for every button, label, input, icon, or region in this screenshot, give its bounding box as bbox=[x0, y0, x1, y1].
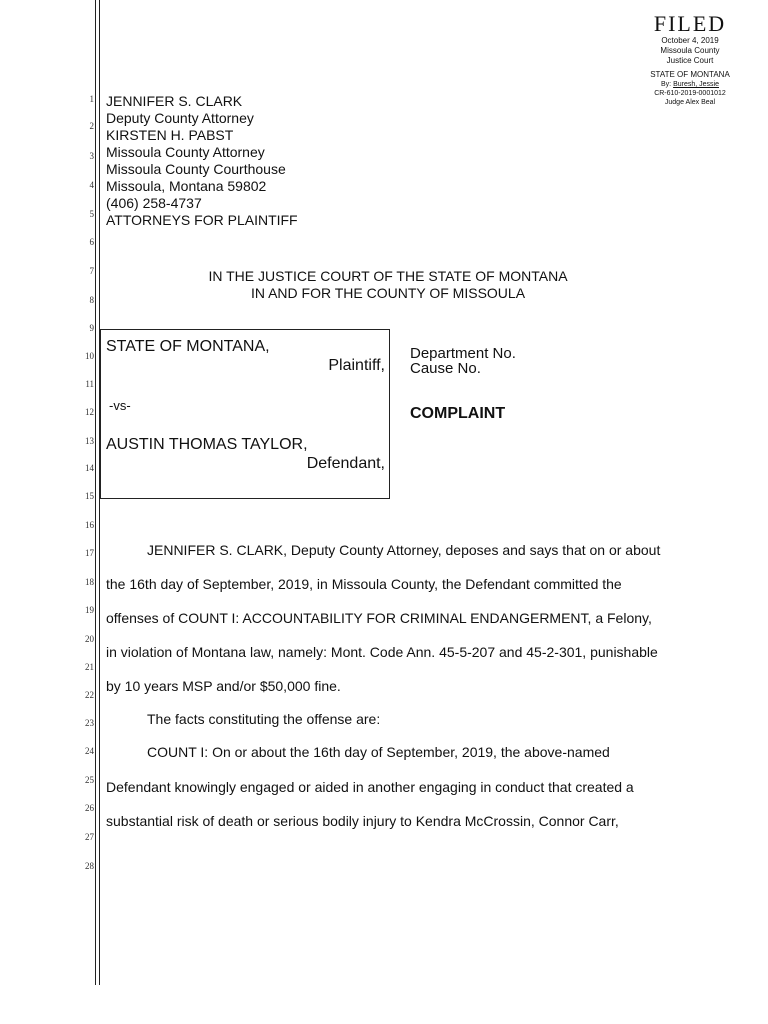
line-number: 19 bbox=[85, 605, 94, 615]
filed-county: Missoula County bbox=[660, 46, 720, 55]
court-heading-line: IN AND FOR THE COUNTY OF MISSOULA bbox=[250, 285, 526, 301]
judge-name: Judge Alex Beal bbox=[664, 99, 716, 106]
line-number: 13 bbox=[85, 436, 94, 446]
attorney-line: (406) 258-4737 bbox=[106, 195, 202, 211]
filed-court: Justice Court bbox=[666, 56, 714, 65]
attorney-line: Missoula, Montana 59802 bbox=[106, 178, 267, 194]
body-line: in violation of Montana law, namely: Mont. Code Ann. 45-5-207 and 45-2-301, punishable bbox=[106, 644, 658, 660]
defendant-label: Defendant, bbox=[306, 455, 385, 472]
attorney-line: KIRSTEN H. PABST bbox=[106, 127, 234, 143]
line-number: 25 bbox=[85, 775, 94, 785]
filed-stamp bbox=[620, 12, 760, 107]
filed-by bbox=[620, 80, 760, 89]
filed-state: STATE OF MONTANA bbox=[650, 70, 730, 79]
line-number: 4 bbox=[89, 180, 94, 190]
court-heading bbox=[100, 268, 676, 302]
line-number: 2 bbox=[89, 121, 94, 131]
line-number: 1 bbox=[89, 94, 94, 104]
line-number: 21 bbox=[85, 662, 94, 672]
filed-label: FILED bbox=[653, 11, 727, 36]
line-number: 5 bbox=[89, 209, 94, 219]
line-number: 11 bbox=[85, 379, 94, 389]
case-caption-box bbox=[100, 329, 390, 499]
line-number: 12 bbox=[85, 407, 94, 417]
line-number: 14 bbox=[85, 463, 94, 473]
plaintiff-name: STATE OF MONTANA, bbox=[106, 338, 270, 355]
filed-date: October 4, 2019 bbox=[661, 36, 719, 45]
line-number: 16 bbox=[85, 520, 94, 530]
body-line: Defendant knowingly engaged or aided in another engaging in conduct that created a bbox=[106, 779, 634, 795]
line-number: 17 bbox=[85, 548, 94, 558]
line-number: 22 bbox=[85, 690, 94, 700]
line-number: 7 bbox=[89, 266, 94, 276]
body-line: by 10 years MSP and/or $50,000 fine. bbox=[106, 678, 341, 694]
defendant-name: AUSTIN THOMAS TAYLOR, bbox=[106, 436, 308, 453]
attorney-line: Deputy County Attorney bbox=[106, 110, 254, 126]
department-number: Department No. bbox=[410, 345, 516, 362]
line-number: 18 bbox=[85, 577, 94, 587]
line-number: 23 bbox=[85, 718, 94, 728]
attorney-block bbox=[106, 93, 298, 229]
line-number: 27 bbox=[85, 832, 94, 842]
body-line: JENNIFER S. CLARK, Deputy County Attorney, deposes and says that on or about bbox=[147, 542, 661, 558]
line-number: 10 bbox=[85, 351, 94, 361]
line-number: 3 bbox=[89, 151, 94, 161]
line-number: 20 bbox=[85, 634, 94, 644]
margin-rule-outer bbox=[95, 0, 96, 985]
line-number: 9 bbox=[89, 323, 94, 333]
attorney-line: ATTORNEYS FOR PLAINTIFF bbox=[106, 212, 298, 228]
line-number: 6 bbox=[89, 237, 94, 247]
court-heading-line: IN THE JUSTICE COURT OF THE STATE OF MONTANA bbox=[208, 268, 568, 284]
attorney-line: Missoula County Courthouse bbox=[106, 161, 286, 177]
body-line: substantial risk of death or serious bodily injury to Kendra McCrossin, Connor Carr, bbox=[106, 813, 619, 829]
body-line: The facts constituting the offense are: bbox=[147, 711, 381, 727]
filed-by-label: By: bbox=[661, 81, 672, 88]
filed-by-name: Buresh, Jessie bbox=[673, 81, 719, 88]
line-number: 8 bbox=[89, 295, 94, 305]
body-line: COUNT I: On or about the 16th day of September, 2019, the above-named bbox=[147, 744, 610, 760]
body-line: offenses of COUNT I: ACCOUNTABILITY FOR CRIMINAL ENDANGERMENT, a Felony, bbox=[106, 610, 652, 626]
attorney-line: JENNIFER S. CLARK bbox=[106, 93, 243, 109]
attorney-line: Missoula County Attorney bbox=[106, 144, 265, 160]
line-number: 26 bbox=[85, 803, 94, 813]
line-number: 28 bbox=[85, 861, 94, 871]
versus-label: -vs- bbox=[109, 398, 131, 413]
document-title: COMPLAINT bbox=[410, 405, 506, 422]
line-number: 24 bbox=[85, 746, 94, 756]
line-number: 15 bbox=[85, 491, 94, 501]
body-line: the 16th day of September, 2019, in Missoula County, the Defendant committed the bbox=[106, 576, 622, 592]
case-number: CR-610-2019-0001012 bbox=[654, 90, 726, 97]
plaintiff-label: Plaintiff, bbox=[328, 357, 385, 374]
cause-number: Cause No. bbox=[410, 360, 481, 377]
